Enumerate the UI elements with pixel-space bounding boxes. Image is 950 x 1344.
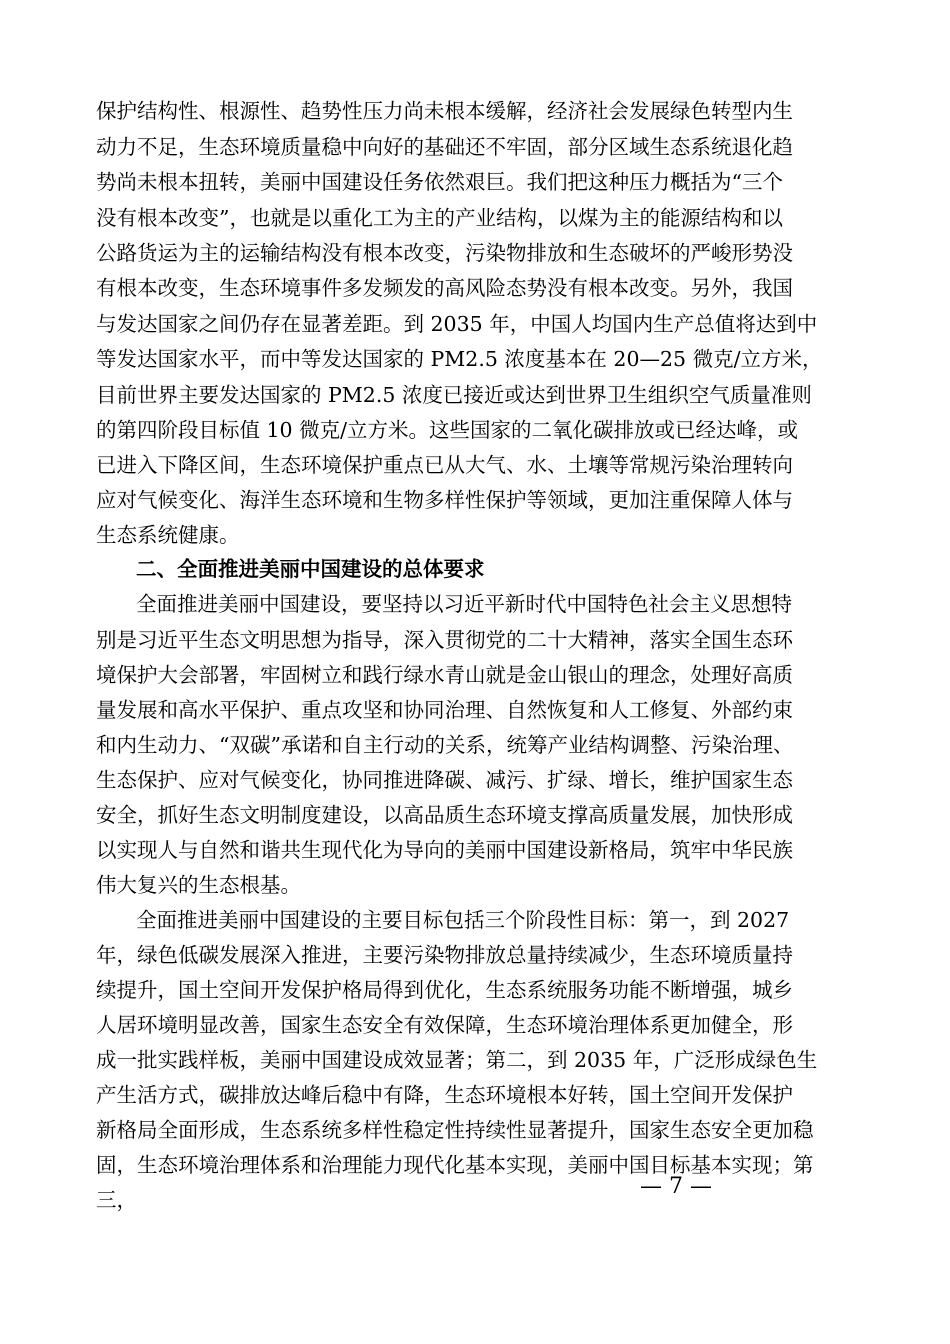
body-text-line: 安全，抓好生态文明制度建设，以高品质生态环境支撑高质量发展，加快形成 <box>96 803 793 827</box>
body-text-line: 的第四阶段目标值 10 微克/立方米。这些国家的二氧化碳排放或已经达峰，或 <box>96 418 799 442</box>
body-text-line: 有根本改变，生态环境事件多发频发的高风险态势没有根本改变。另外，我国 <box>96 276 793 300</box>
body-text-line: 续提升，国土空间开发保护格局得到优化，生态系统服务功能不断增强，城乡 <box>96 978 793 1002</box>
body-text-line: 目前世界主要发达国家的 PM2.5 浓度已接近或达到世界卫生组织空气质量准则 <box>96 383 812 407</box>
body-text-line: 和内生动力、“双碳”承诺和自主行动的关系，统筹产业结构调整、污染治理、 <box>96 733 794 757</box>
body-text-line: 量发展和高水平保护、重点攻坚和协同治理、自然恢复和人工修复、外部约束 <box>96 698 793 722</box>
body-text-line: 境保护大会部署，牢固树立和践行绿水青山就是金山银山的理念，处理好高质 <box>96 663 793 687</box>
body-text-line: 没有根本改变”，也就是以重化工为主的产业结构，以煤为主的能源结构和以 <box>96 206 783 230</box>
body-text-line: 动力不足，生态环境质量稳中向好的基础还不牢固，部分区域生态系统退化趋 <box>96 135 793 159</box>
section-heading: 二、全面推进美丽中国建设的总体要求 <box>136 557 485 581</box>
body-text-line: 应对气候变化、海洋生态环境和生物多样性保护等领域，更加注重保障人体与 <box>96 488 793 512</box>
body-text-line: 伟大复兴的生态根基。 <box>96 873 301 897</box>
body-text-line: 等发达国家水平，而中等发达国家的 PM2.5 浓度基本在 20—25 微克/立方米， <box>96 347 823 371</box>
body-text-line: 年，绿色低碳发展深入推进，主要污染物排放总量持续减少，生态环境质量持 <box>96 943 793 967</box>
body-text-line: 别是习近平生态文明思想为指导，深入贯彻党的二十大精神，落实全国生态环 <box>96 628 793 652</box>
body-text-line: 保护结构性、根源性、趋势性压力尚未根本缓解，经济社会发展绿色转型内生 <box>96 99 793 123</box>
body-text-line: 固，生态环境治理体系和治理能力现代化基本实现，美丽中国目标基本实现；第 <box>96 1153 814 1177</box>
paragraph-first-line: 全面推进美丽中国建设的主要目标包括三个阶段性目标：第一，到 2027 <box>136 908 790 932</box>
page-number: — 7 — <box>640 1174 712 1199</box>
body-text-line: 人居环境明显改善，国家生态安全有效保障，生态环境治理体系更加健全，形 <box>96 1013 793 1037</box>
body-text-line: 新格局全面形成，生态系统多样性稳定性持续性显著提升，国家生态安全更加稳 <box>96 1118 814 1142</box>
body-text-line: 公路货运为主的运输结构没有根本改变，污染物排放和生态破坏的严峻形势没 <box>96 241 793 265</box>
body-text-line: 三， <box>96 1188 137 1212</box>
body-text-line: 生态保护、应对气候变化，协同推进降碳、减污、扩绿、增长，维护国家生态 <box>96 768 793 792</box>
body-text-line: 生态系统健康。 <box>96 523 240 547</box>
body-text-line: 成一批实践样板，美丽中国建设成效显著；第二，到 2035 年，广泛形成绿色生 <box>96 1048 818 1072</box>
body-text-line: 已进入下降区间，生态环境保护重点已从大气、水、土壤等常规污染治理转向 <box>96 453 793 477</box>
body-text-line: 势尚未根本扭转，美丽中国建设任务依然艰巨。我们把这种压力概括为“三个 <box>96 170 783 194</box>
body-text-line: 产生活方式，碳排放达峰后稳中有降，生态环境根本好转，国土空间开发保护 <box>96 1083 793 1107</box>
paragraph-first-line: 全面推进美丽中国建设，要坚持以习近平新时代中国特色社会主义思想特 <box>136 592 792 616</box>
body-text-line: 以实现人与自然和谐共生现代化为导向的美丽中国建设新格局，筑牢中华民族 <box>96 838 793 862</box>
body-text-line: 与发达国家之间仍存在显著差距。到 2035 年，中国人均国内生产总值将达到中 <box>96 312 818 336</box>
